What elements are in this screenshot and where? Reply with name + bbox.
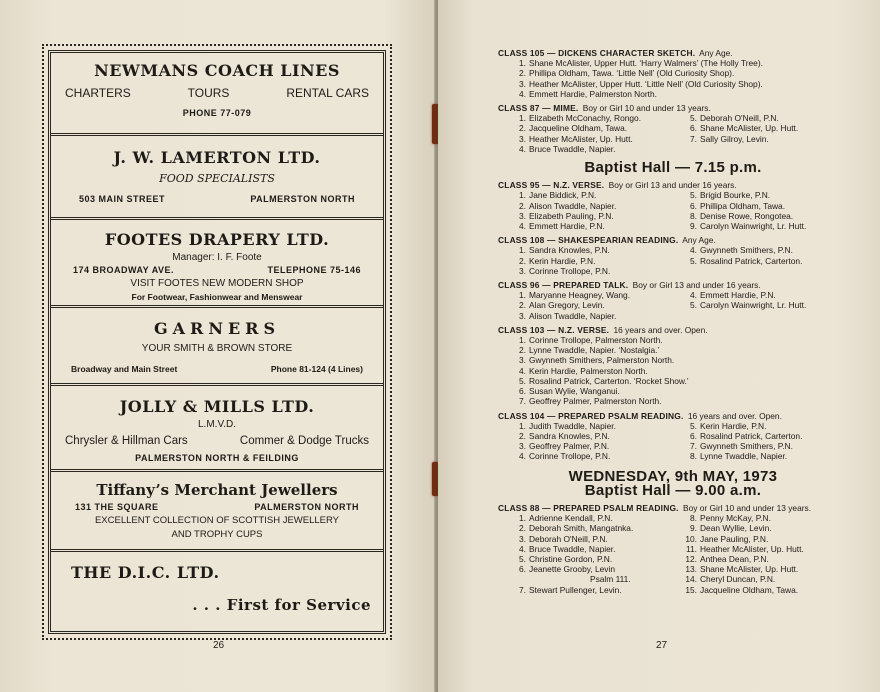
entrant-name: Heather McAlister, Upper Hutt. ‘Little Nell’ (Old Curiosity Shop). — [529, 78, 763, 89]
entry-number: 1. — [519, 290, 526, 301]
day-heading: WEDNESDAY, 9th MAY, 1973 — [568, 467, 778, 485]
entrant-name: Lynne Twaddle, Napier. ‘Nostalgia.’ — [529, 345, 660, 356]
entry-number: 1. — [519, 513, 526, 524]
entrant — [683, 544, 848, 554]
tiffany-city: PALMERSTON NORTH — [254, 502, 359, 512]
entrant-name: Rosalind Patrick, Carterton. — [700, 255, 803, 266]
newmans-phone: PHONE 77-079 — [182, 108, 252, 118]
entrant-name: Phillipa Oldham, Tawa. — [700, 200, 786, 211]
entry-number: 5. — [690, 300, 697, 311]
left-page — [0, 0, 436, 692]
entrant — [683, 564, 848, 574]
lamerton-name: J. W. LAMERTON LTD. — [113, 148, 321, 167]
entry-number: 5. — [690, 190, 697, 201]
entrant-name: Stewart Pullenger, Levin. — [529, 584, 622, 595]
entry-number: 4. — [519, 543, 526, 554]
newmans-name: NEWMANS COACH LINES — [94, 61, 340, 80]
newmans-services — [57, 86, 377, 100]
entrant — [512, 335, 848, 345]
venue-heading: Baptist Hall — 7.15 p.m. — [584, 159, 762, 177]
entry-number: 4. — [690, 245, 697, 256]
entrant-name: Alison Twaddle, Napier. — [529, 200, 617, 211]
class-heading — [498, 103, 848, 113]
footes-wares: For Footwear, Fashionwear and Menswear — [131, 292, 303, 302]
entrant-name: Sandra Knowles, P.N. — [529, 245, 610, 256]
entry-number: 8. — [690, 210, 697, 221]
lamerton-address-row — [57, 194, 377, 204]
class-eligibility: Boy or Girl 13 and under 16 years. — [606, 180, 737, 191]
class-block — [498, 180, 848, 231]
entry-list — [498, 190, 848, 231]
entry-number: 1. — [519, 58, 526, 69]
entrant-name: Shane McAlister, Up. Hutt. — [700, 564, 799, 575]
entry-number: 4. — [519, 365, 526, 376]
jolly-mills-towns: PALMERSTON NORTH & FEILDING — [135, 453, 299, 463]
entry-number: 13. — [685, 564, 697, 575]
entrant — [512, 58, 848, 68]
footes-name: FOOTES DRAPERY LTD. — [104, 230, 330, 249]
entrant — [512, 544, 677, 554]
entrant-name: Jane Biddick, P.N. — [529, 190, 597, 201]
class-heading — [498, 325, 848, 335]
entrant — [512, 554, 677, 564]
entrant — [683, 123, 848, 133]
entry-number: 1. — [519, 335, 526, 346]
footes-address-row — [57, 265, 377, 275]
entrant — [512, 256, 677, 266]
jolly-mills-vehicles — [57, 435, 377, 447]
jolly-mills-cars: Chrysler & Hillman Cars — [65, 435, 188, 447]
entry-number: 5. — [519, 553, 526, 564]
entrant-name: Elizabeth McConachy, Rongo. — [529, 113, 642, 124]
entrant — [512, 201, 677, 211]
entrant-name: Emmett Hardie, P.N. — [529, 221, 605, 232]
entry-number: 5. — [690, 113, 697, 124]
entrant — [512, 211, 677, 221]
entrant-name: Elizabeth Pauling, P.N. — [529, 210, 614, 221]
class-block-group — [498, 503, 848, 595]
lamerton-city: PALMERSTON NORTH — [250, 194, 355, 204]
divider — [51, 133, 383, 136]
entrant-name: Brigid Bourke, P.N. — [700, 190, 771, 201]
entrant — [683, 190, 848, 200]
garners-address: Broadway and Main Street — [71, 364, 178, 374]
footes-address: 174 BROADWAY AVE. — [73, 265, 175, 275]
entrant — [683, 266, 848, 276]
footes-visit: VISIT FOOTES NEW MODERN SHOP — [130, 278, 304, 289]
entry-number: 3. — [519, 78, 526, 89]
entrant — [512, 534, 677, 544]
tiffany-name: Tiffany’s Merchant Jewellers — [96, 481, 338, 499]
entrant — [683, 221, 848, 231]
entry-number: 4. — [519, 451, 526, 462]
entrant-name: Carolyn Wainwright, Lr. Hutt. — [700, 221, 807, 232]
entry-list — [498, 335, 848, 406]
advert-border — [48, 50, 386, 634]
entrant-name: Alison Twaddle, Napier. — [529, 310, 617, 321]
entrant-name: Bruce Twaddle, Napier. — [529, 143, 616, 154]
garners-phone: Phone 81-124 (4 Lines) — [270, 364, 363, 374]
entry-list — [498, 421, 848, 462]
tiffany-line: AND TROPHY CUPS — [171, 529, 263, 540]
class-title: CLASS 88 — PREPARED PSALM READING. — [498, 502, 679, 513]
entrant: Psalm 111. — [590, 574, 631, 585]
entry-number: 3. — [519, 355, 526, 366]
entry-number: 6. — [690, 200, 697, 211]
newmans-service: RENTAL CARS — [286, 86, 369, 100]
entry-number: 7. — [519, 584, 526, 595]
entrant-name: Carolyn Wainwright, Lr. Hutt. — [700, 300, 807, 311]
entrant — [512, 290, 677, 300]
entry-number: 8. — [690, 451, 697, 462]
entry-list — [498, 113, 848, 154]
entrant — [683, 311, 848, 321]
newmans-service: CHARTERS — [65, 86, 131, 100]
entrant-name: Christine Gordon, P.N. — [529, 553, 613, 564]
venue-heading: Baptist Hall — 9.00 a.m. — [584, 481, 762, 499]
entrant-name: Kerin Hardie, Palmerston North. — [529, 365, 648, 376]
entrant — [683, 211, 848, 221]
page-number: 27 — [656, 640, 668, 651]
entrant-name: Emmett Hardie, Palmerston North. — [529, 88, 657, 99]
entry-number: 2. — [519, 200, 526, 211]
entry-number: 2. — [519, 430, 526, 441]
class-title: CLASS 103 — N.Z. VERSE. — [498, 324, 610, 335]
entrant — [512, 431, 677, 441]
entry-number: 2. — [519, 523, 526, 534]
class-heading — [498, 280, 848, 290]
garners-name: GARNERS — [153, 319, 281, 338]
entry-number: 6. — [519, 386, 526, 397]
divider — [51, 305, 383, 308]
garners-advert — [57, 319, 377, 374]
entrant — [683, 534, 848, 544]
garners-tagline: YOUR SMITH & BROWN STORE — [141, 343, 293, 354]
footes-telephone: TELEPHONE 75-146 — [267, 265, 361, 275]
entrant — [683, 300, 848, 310]
entrant-name: Corinne Trollope, P.N. — [529, 265, 611, 276]
entrant-name: Emmett Hardie, P.N. — [700, 290, 776, 301]
entry-list — [498, 513, 848, 595]
jolly-mills-name: JOLLY & MILLS LTD. — [119, 397, 315, 416]
class-block — [498, 411, 848, 462]
entrant-name: Shane McAlister, Upper Hutt. ‘Harry Walmers’ (The Holly Tree). — [529, 58, 763, 69]
class-heading — [498, 411, 848, 421]
entrant — [512, 123, 677, 133]
jolly-mills-trucks: Commer & Dodge Trucks — [239, 435, 369, 447]
footes-manager: Manager: I. F. Foote — [172, 252, 262, 263]
entrant-name: Adrienne Kendall, P.N. — [529, 513, 613, 524]
entry-number: 7. — [690, 133, 697, 144]
entrant-name: Phillipa Oldham, Tawa. ‘Little Nell’ (Old Curiosity Shop). — [529, 68, 735, 79]
entrant-name: Heather McAlister, Up. Hutt. — [700, 543, 804, 554]
entrant-name: Corinne Trollope, Palmerston North. — [529, 335, 663, 346]
entrant-name: Lynne Twaddle, Napier. — [700, 451, 788, 462]
entry-number: 5. — [519, 375, 526, 386]
entrant-name: Kerin Hardie, P.N. — [529, 255, 596, 266]
divider — [51, 383, 383, 386]
entry-number: 3. — [519, 533, 526, 544]
class-eligibility: Boy or Girl 10 and under 13 years. — [680, 502, 812, 513]
entry-number: 2. — [519, 300, 526, 311]
entrant-name: Anthea Dean, P.N. — [700, 553, 769, 564]
entry-number: 2. — [519, 255, 526, 266]
entrant-name: Jeanette Grooby, Levin — [529, 564, 615, 575]
dic-name: THE D.I.C. LTD. — [71, 563, 220, 582]
entry-number: 6. — [690, 430, 697, 441]
entrant — [512, 345, 848, 355]
entrant — [512, 300, 677, 310]
entrant — [512, 245, 677, 255]
entrant — [683, 256, 848, 266]
entrant — [683, 441, 848, 451]
entry-list — [498, 58, 848, 99]
class-eligibility: 16 years and over. Open. — [685, 410, 782, 421]
entrant-name: Jacqueline Oldham, Tawa. — [529, 123, 628, 134]
entry-number: 9. — [690, 523, 697, 534]
entry-number: 3. — [519, 133, 526, 144]
entrant — [683, 554, 848, 564]
entry-list — [498, 290, 848, 321]
entrant-name: Deborah Smith, Mangatnka. — [529, 523, 634, 534]
entry-number: 1. — [519, 190, 526, 201]
entrant-name: Susan Wylie, Wanganui. — [529, 386, 620, 397]
class-eligibility: Boy or Girl 13 and under 16 years. — [630, 280, 761, 291]
divider — [51, 217, 383, 220]
entry-number: 11. — [685, 543, 697, 554]
entrant — [512, 68, 848, 78]
class-eligibility: 16 years and over. Open. — [611, 324, 708, 335]
class-block-group — [498, 180, 848, 461]
entry-number: 5. — [690, 420, 697, 431]
page-number: 26 — [213, 640, 225, 651]
entrant — [512, 89, 848, 99]
class-block — [498, 48, 848, 99]
entrant-name: Sandra Knowles, P.N. — [529, 430, 610, 441]
entrant-name: Sally Gilroy, Levin. — [700, 133, 769, 144]
entry-number: 3. — [519, 441, 526, 452]
class-block — [498, 325, 848, 407]
class-block — [498, 280, 848, 321]
entry-number: 14. — [685, 574, 697, 585]
garners-details — [57, 364, 377, 374]
tiffany-address-row — [57, 502, 377, 512]
entrant — [512, 355, 848, 365]
entry-number: 7. — [519, 396, 526, 407]
entry-number: 4. — [519, 221, 526, 232]
entrant — [683, 134, 848, 144]
entrant — [512, 376, 848, 386]
entrant-name: Jane Pauling, P.N. — [700, 533, 769, 544]
footes-advert — [57, 230, 377, 302]
entrant-name: Dean Wyllie, Levin. — [700, 523, 772, 534]
entrant-name: Gwynneth Smithers, P.N. — [700, 441, 793, 452]
entrant-name: Geoffrey Palmer, Palmerston North. — [529, 396, 662, 407]
class-title: CLASS 87 — MIME. — [498, 103, 579, 114]
lamerton-address: 503 MAIN STREET — [79, 194, 166, 204]
entrant — [512, 513, 677, 523]
entrant-name: Rosalind Patrick, Carterton. ‘Rocket Show.’ — [529, 375, 689, 386]
class-eligibility: Any Age. — [680, 235, 716, 246]
entry-number: 2. — [519, 68, 526, 79]
entrant-name: Kerin Hardie, P.N. — [700, 420, 767, 431]
entry-number: 9. — [690, 221, 697, 232]
entrant — [683, 451, 848, 461]
entrant-name: Gwynneth Smithers, Palmerston North. — [529, 355, 675, 366]
entry-number: 4. — [519, 88, 526, 99]
lamerton-tagline: FOOD SPECIALISTS — [159, 172, 275, 185]
tiffany-address: 131 THE SQUARE — [75, 502, 159, 512]
class-title: CLASS 104 — PREPARED PSALM READING. — [498, 410, 684, 421]
tiffany-advert — [57, 481, 377, 540]
entrant — [683, 513, 848, 523]
entrant-name: Rosalind Patrick, Carterton. — [700, 430, 803, 441]
divider — [51, 549, 383, 552]
entrant-name: Maryanne Heagney, Wang. — [529, 290, 631, 301]
programme — [498, 44, 848, 595]
entrant — [512, 144, 677, 154]
entry-number: 4. — [519, 143, 526, 154]
dic-advert — [57, 563, 377, 614]
entry-number: 10. — [685, 533, 697, 544]
entrant — [512, 451, 677, 461]
entrant — [512, 523, 677, 533]
entry-number: 15. — [685, 584, 697, 595]
class-heading — [498, 48, 848, 58]
entry-number: 6. — [519, 564, 526, 575]
entrant — [683, 421, 848, 431]
entry-number: 1. — [519, 420, 526, 431]
entrant — [512, 441, 677, 451]
class-title: CLASS 108 — SHAKESPEARIAN READING. — [498, 235, 679, 246]
entry-number: 1. — [519, 245, 526, 256]
entrant-name: Corinne Trollope, P.N. — [529, 451, 611, 462]
class-eligibility: Boy or Girl 10 and under 13 years. — [580, 103, 711, 114]
jolly-mills-lmvd: L.M.V.D. — [198, 419, 236, 430]
entry-number: 7. — [690, 441, 697, 452]
dic-slogan: . . . First for Service — [192, 596, 371, 614]
newmans-service: TOURS — [187, 86, 230, 100]
entry-number: 2. — [519, 123, 526, 134]
entrant — [512, 396, 848, 406]
entrant — [512, 585, 677, 595]
entrant-name: Geoffrey Palmer, P.N. — [529, 441, 610, 452]
class-heading — [498, 503, 848, 513]
entrant-name: Penny McKay, P.N. — [700, 513, 771, 524]
entry-number: 3. — [519, 210, 526, 221]
entry-list — [498, 245, 848, 276]
entrant — [512, 190, 677, 200]
class-block — [498, 103, 848, 154]
entry-number: 5. — [690, 255, 697, 266]
entrant — [683, 574, 848, 584]
entry-number: 1. — [519, 113, 526, 124]
entry-number: 3. — [519, 310, 526, 321]
entrant-name: Gwynneth Smithers, P.N. — [700, 245, 793, 256]
entry-number: 12. — [685, 553, 697, 564]
entrant — [512, 221, 677, 231]
entrant — [512, 311, 677, 321]
entrant — [683, 201, 848, 211]
entrant-name: Jacqueline Oldham, Tawa. — [700, 584, 799, 595]
entry-number: 3. — [519, 265, 526, 276]
entrant — [512, 266, 677, 276]
entrant — [512, 113, 677, 123]
entrant — [683, 113, 848, 123]
entrant-name: Cheryl Duncan, P.N. — [700, 574, 776, 585]
entrant-name: Alan Gregory, Levin. — [529, 300, 605, 311]
entrant — [512, 134, 677, 144]
entry-number: 8. — [690, 513, 697, 524]
class-heading — [498, 180, 848, 190]
entrant-name: Deborah O'Neill, P.N. — [700, 113, 779, 124]
entrant-name: Shane McAlister, Up. Hutt. — [700, 123, 799, 134]
entrant-name: Denise Rowe, Rongotea. — [700, 210, 794, 221]
class-title: CLASS 105 — DICKENS CHARACTER SKETCH. — [498, 48, 696, 58]
divider — [51, 469, 383, 472]
entrant — [683, 523, 848, 533]
entry-number: 4. — [690, 290, 697, 301]
entrant-name: Heather McAlister, Up. Hutt. — [529, 133, 633, 144]
entrant — [512, 366, 848, 376]
entrant-name: Bruce Twaddle, Napier. — [529, 543, 616, 554]
lamerton-advert — [57, 148, 377, 204]
entrant — [512, 564, 677, 574]
class-block-group — [498, 48, 848, 154]
class-title: CLASS 96 — PREPARED TALK. — [498, 280, 629, 291]
entry-number: 6. — [690, 123, 697, 134]
entrant — [683, 290, 848, 300]
entry-number: 2. — [519, 345, 526, 356]
entrant — [683, 144, 848, 154]
right-page — [438, 0, 880, 692]
entrant — [512, 79, 848, 89]
newmans-advert — [57, 61, 377, 118]
class-title: CLASS 95 — N.Z. VERSE. — [498, 180, 605, 191]
entrant-name: Judith Twaddle, Napier. — [529, 420, 616, 431]
entrant — [683, 245, 848, 255]
entrant — [683, 585, 848, 595]
class-block — [498, 503, 848, 595]
entrant — [512, 386, 848, 396]
class-heading — [498, 235, 848, 245]
jolly-mills-advert — [57, 397, 377, 463]
class-block — [498, 235, 848, 276]
class-eligibility: Any Age. — [697, 48, 733, 58]
tiffany-line: EXCELLENT COLLECTION OF SCOTTISH JEWELLERY — [94, 515, 340, 526]
entrant — [683, 431, 848, 441]
entrant — [512, 421, 677, 431]
entrant-name: Deborah O'Neill, P.N. — [529, 533, 608, 544]
